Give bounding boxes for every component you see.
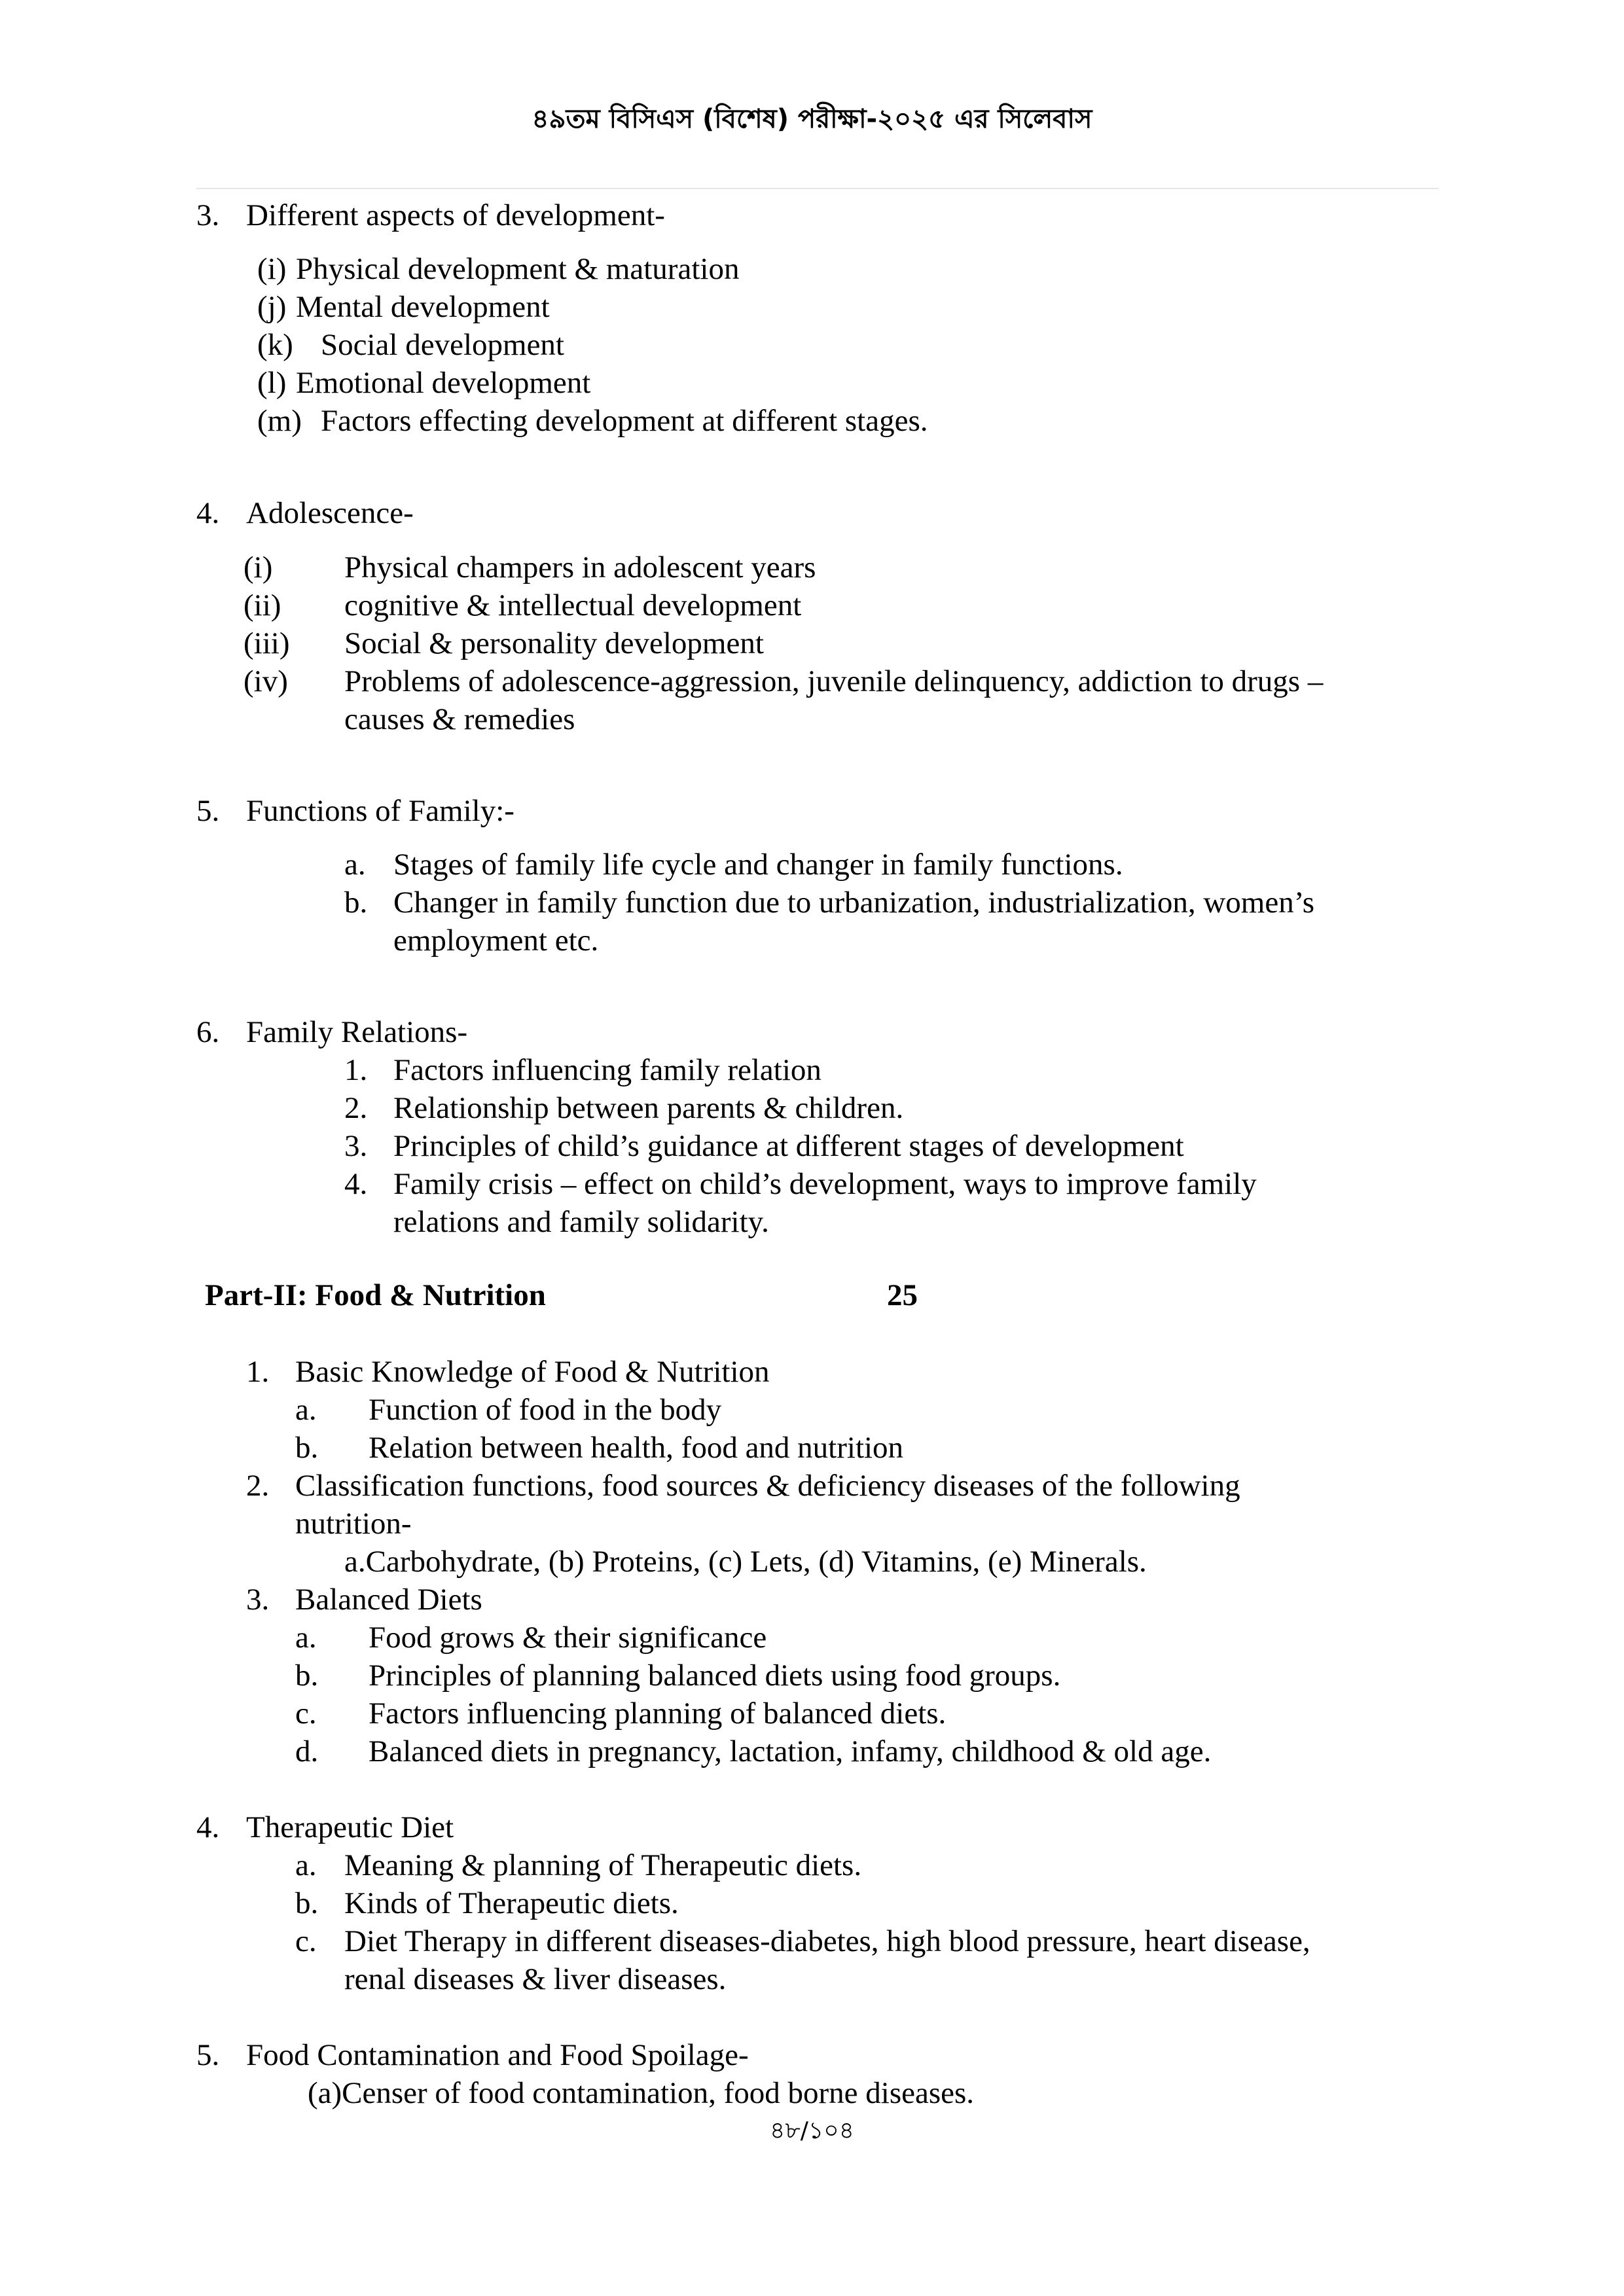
part-2-item-title: Classification functions, food sources & deficiency diseases of the following: [295, 1469, 1240, 1503]
part-2-item-number: 4.: [196, 1810, 220, 1844]
page-number: ৪৮/১০৪: [770, 2117, 854, 2144]
list-label: (l): [257, 366, 287, 400]
part-2-item-number: 3.: [246, 1583, 270, 1617]
list-label: a.: [344, 848, 366, 882]
list-label: 4.: [344, 1167, 368, 1201]
list-label: 2.: [344, 1091, 368, 1125]
list-label: (i): [244, 550, 273, 584]
list-item: Physical champers in adolescent years: [344, 550, 816, 584]
section-3-title: Different aspects of development-: [246, 198, 665, 232]
part-2-item-title: Basic Knowledge of Food & Nutrition: [295, 1355, 770, 1389]
list-item: Meaning & planning of Therapeutic diets.: [344, 1848, 862, 1882]
part-2-heading: Part-II: Food & Nutrition: [205, 1278, 546, 1312]
list-label: 3.: [344, 1129, 368, 1163]
list-label: c.: [295, 1924, 317, 1958]
list-item: Factors influencing family relation: [393, 1053, 821, 1087]
list-label: (k): [257, 328, 293, 362]
list-label: a.: [295, 1848, 317, 1882]
list-item: Stages of family life cycle and changer in family functions.: [393, 848, 1123, 882]
list-item: Family crisis – effect on child’s development, ways to improve family: [393, 1167, 1257, 1201]
list-item: Physical development & maturation: [296, 252, 740, 286]
list-label: b.: [295, 1431, 319, 1465]
part-2-item-title: Balanced Diets: [295, 1583, 482, 1617]
list-label: a.: [295, 1393, 317, 1427]
page-header-title: ৪৯তম বিসিএস (বিশেষ) পরীক্ষা-২০২৫ এর সিলেবাস: [532, 104, 1092, 134]
list-item: Principles of child’s guidance at different stages of development: [393, 1129, 1184, 1163]
section-6-title: Family Relations-: [246, 1015, 468, 1049]
list-label: b.: [295, 1886, 319, 1920]
list-item: Social & personality development: [344, 626, 764, 660]
list-item: Principles of planning balanced diets using food groups.: [369, 1659, 1061, 1693]
list-item: Food grows & their significance: [369, 1621, 767, 1655]
list-item: Mental development: [296, 290, 550, 324]
list-label: c.: [295, 1696, 317, 1731]
list-item: Problems of adolescence-aggression, juvenile delinquency, addiction to drugs –: [344, 664, 1324, 698]
list-label: (iii): [244, 626, 290, 660]
part-2-item-title-continuation: nutrition-: [295, 1507, 412, 1541]
list-item: Changer in family function due to urbanization, industrialization, women’s: [393, 886, 1315, 920]
list-label: a.: [295, 1621, 317, 1655]
part-2-marks: 25: [887, 1278, 918, 1312]
part-2-item-number: 5.: [196, 2038, 220, 2072]
section-4-title: Adolescence-: [246, 496, 414, 530]
list-label: 1.: [344, 1053, 368, 1087]
list-item: Social development: [321, 328, 564, 362]
part-2-item-number: 2.: [246, 1469, 270, 1503]
section-5-title: Functions of Family:-: [246, 794, 514, 828]
part-2-item-title: Food Contamination and Food Spoilage-: [246, 2038, 749, 2072]
list-item: Function of food in the body: [369, 1393, 722, 1427]
header-divider: [196, 188, 1439, 189]
list-item: Factors effecting development at different stages.: [321, 404, 928, 438]
list-item: cognitive & intellectual development: [344, 588, 802, 622]
list-label: (ii): [244, 588, 281, 622]
list-item: Kinds of Therapeutic diets.: [344, 1886, 679, 1920]
part-2-item-title: Therapeutic Diet: [246, 1810, 454, 1844]
list-item: Relationship between parents & children.: [393, 1091, 904, 1125]
list-item-continuation: employment etc.: [393, 924, 599, 958]
list-label: b.: [295, 1659, 319, 1693]
section-4-number: 4.: [196, 496, 220, 530]
section-3-number: 3.: [196, 198, 220, 232]
list-label: (i): [257, 252, 287, 286]
list-item: Emotional development: [296, 366, 591, 400]
list-item-continuation: causes & remedies: [344, 702, 575, 736]
list-item: Diet Therapy in different diseases-diabetes, high blood pressure, heart disease,: [344, 1924, 1310, 1958]
list-label: (m): [257, 404, 302, 438]
part-2-item-number: 1.: [246, 1355, 270, 1389]
list-item: Factors influencing planning of balanced diets.: [369, 1696, 947, 1731]
list-item: (a)Censer of food contamination, food borne diseases.: [308, 2076, 975, 2110]
section-5-number: 5.: [196, 794, 220, 828]
list-label: b.: [344, 886, 368, 920]
section-6-number: 6.: [196, 1015, 220, 1049]
list-label: (iv): [244, 664, 288, 698]
list-label: (j): [257, 290, 287, 324]
list-item-continuation: renal diseases & liver diseases.: [344, 1962, 727, 1996]
list-item-continuation: relations and family solidarity.: [393, 1205, 769, 1239]
nutrient-list: a.Carbohydrate, (b) Proteins, (c) Lets, (d) Vitamins, (e) Minerals.: [344, 1545, 1147, 1579]
list-label: d.: [295, 1734, 319, 1768]
list-item: Relation between health, food and nutrition: [369, 1431, 904, 1465]
list-item: Balanced diets in pregnancy, lactation, infamy, childhood & old age.: [369, 1734, 1212, 1768]
